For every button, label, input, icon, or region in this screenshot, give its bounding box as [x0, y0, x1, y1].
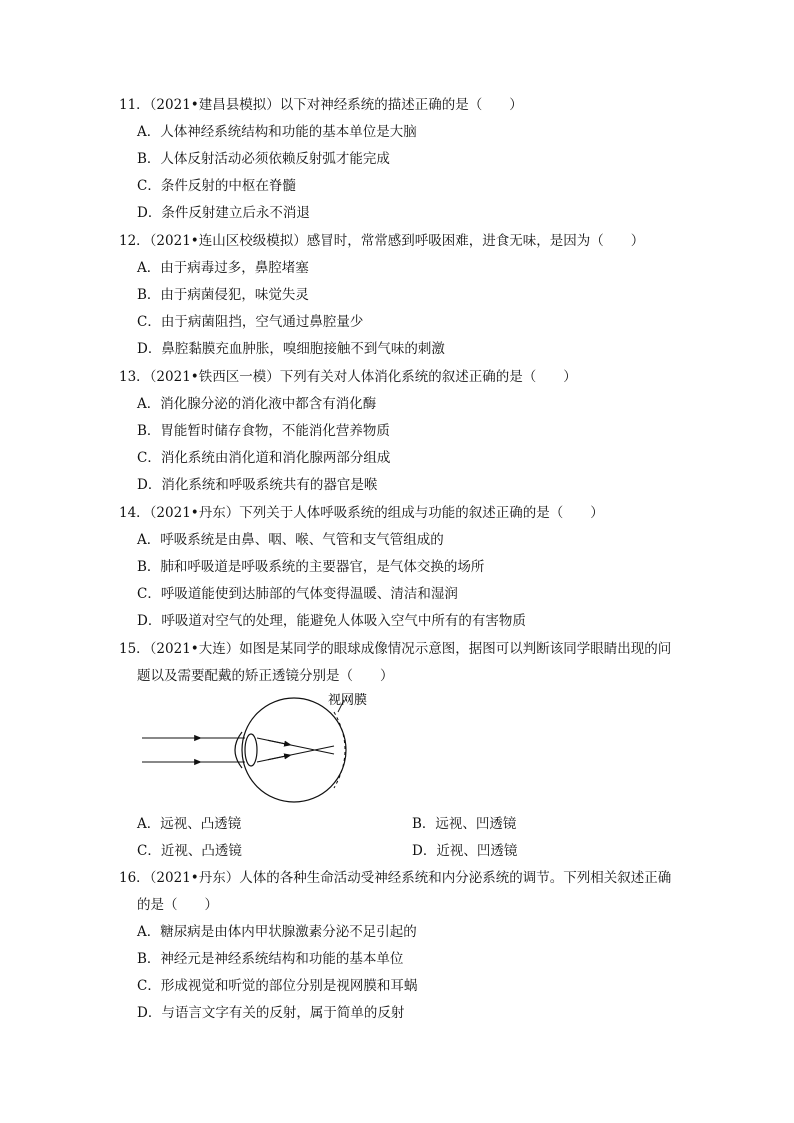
question-13-option-a: A．消化腺分泌的消化液中都含有消化酶: [137, 396, 377, 412]
question-11-stem: 11．（2021•建昌县模拟）以下对神经系统的描述正确的是（ ）: [119, 97, 523, 113]
retina-label: 视网膜: [328, 693, 368, 708]
question-16-option-c: C．形成视觉和听觉的部位分别是视网膜和耳蜗: [137, 978, 418, 994]
question-15-option-c: C．近视、凸透镜: [137, 843, 242, 859]
question-16-stem-line-1: 16．（2021•丹东）人体的各种生命活动受神经系统和内分泌系统的调节。下列相关叙述正确: [119, 870, 672, 886]
question-11-option-d: D．条件反射建立后永不消退: [137, 205, 310, 221]
question-16-stem-line-2: 的是（ ）: [137, 897, 218, 913]
cornea-outline: [235, 732, 242, 768]
question-14-option-c: C．呼吸道能使到达肺部的气体变得温暖、清洁和湿润: [137, 586, 458, 602]
retina-line: [334, 712, 345, 788]
question-14-stem: 14．（2021•丹东）下列关于人体呼吸系统的组成与功能的叙述正确的是（ ）: [119, 505, 604, 521]
question-15-option-a: A．远视、凸透镜: [137, 816, 242, 832]
question-12-stem: 12．（2021•连山区校级模拟）感冒时，常常感到呼吸困难，进食无味，是因为（ ）: [119, 233, 645, 249]
eye-diagram: [138, 690, 378, 808]
question-12-option-d: D．鼻腔黏膜充血肿胀，嗅细胞接触不到气味的刺激: [137, 341, 445, 357]
question-14-option-a: A．呼吸系统是由鼻、咽、喉、气管和支气管组成的: [137, 532, 444, 548]
question-12-option-a: A．由于病毒过多，鼻腔堵塞: [137, 260, 309, 276]
eyeball-outline: [242, 698, 346, 802]
question-16-option-d: D．与语言文字有关的反射，属于简单的反射: [137, 1005, 405, 1021]
question-15-stem-line-1: 15．（2021•大连）如图是某同学的眼球成像情况示意图，据图可以判断该同学眼睛出现的问: [119, 641, 672, 657]
question-11-option-c: C．条件反射的中枢在脊髓: [137, 178, 296, 194]
question-15-option-d: D．近视、凹透镜: [412, 843, 518, 859]
question-16-option-b: B．神经元是神经系统结构和功能的基本单位: [137, 951, 404, 967]
question-11-option-a: A．人体神经系统结构和功能的基本单位是大脑: [137, 124, 417, 140]
question-14-option-b: B．肺和呼吸道是呼吸系统的主要器官，是气体交换的场所: [137, 559, 485, 575]
question-11-option-b: B．人体反射活动必须依赖反射弧才能完成: [137, 151, 390, 167]
question-15-option-b: B．远视、凹透镜: [412, 816, 517, 832]
question-13-option-c: C．消化系统由消化道和消化腺两部分组成: [137, 450, 391, 466]
question-12-option-c: C．由于病菌阻挡，空气通过鼻腔量少: [137, 314, 364, 330]
question-12-option-b: B．由于病菌侵犯，味觉失灵: [137, 287, 309, 303]
question-13-stem: 13．（2021•铁西区一模）下列有关对人体消化系统的叙述正确的是（ ）: [119, 369, 577, 385]
question-13-option-b: B．胃能暂时储存食物，不能消化营养物质: [137, 423, 390, 439]
question-14-option-d: D．呼吸道对空气的处理，能避免人体吸入空气中所有的有害物质: [137, 613, 526, 629]
question-16-option-a: A．糖尿病是由体内甲状腺激素分泌不足引起的: [137, 924, 417, 940]
question-13-option-d: D．消化系统和呼吸系统共有的器官是喉: [137, 477, 378, 493]
lens: [245, 734, 257, 766]
question-15-stem-line-2: 题以及需要配戴的矫正透镜分别是（ ）: [137, 668, 394, 684]
